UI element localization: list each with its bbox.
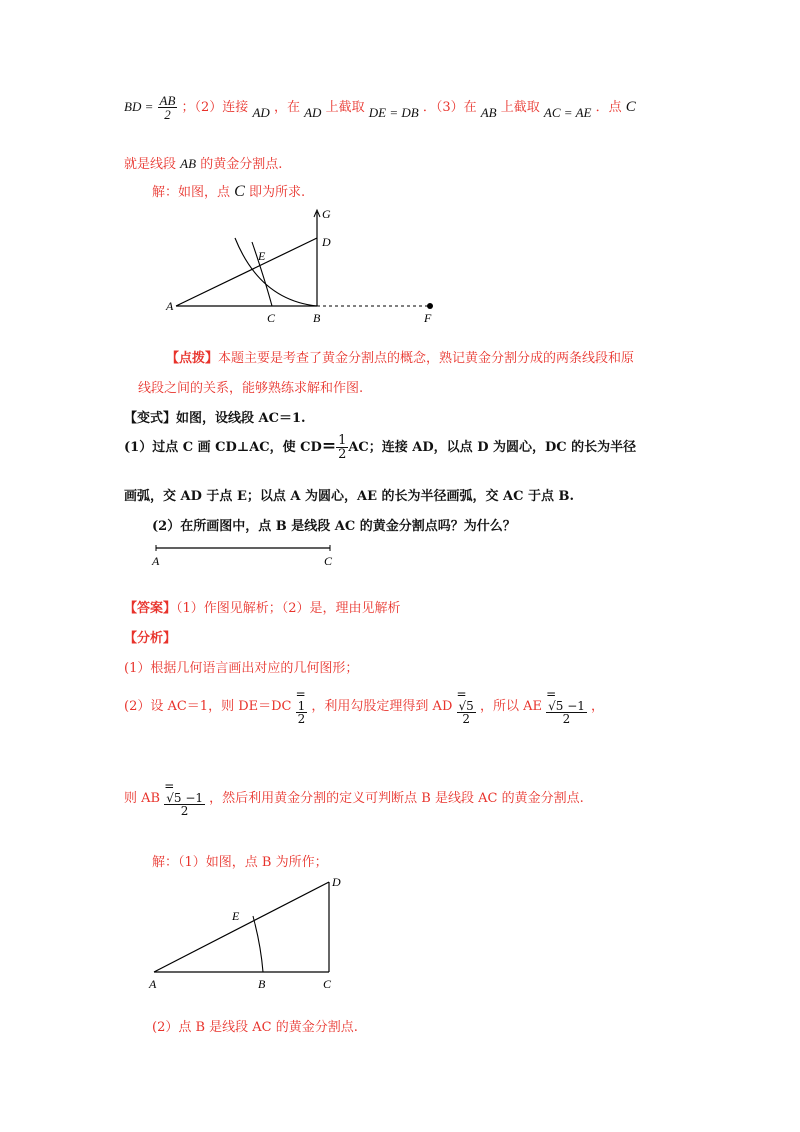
analysis-text: (2）设 AC＝1，则 DE＝DC: [124, 699, 292, 714]
text-zai: ，在: [273, 100, 300, 115]
equals-sign: =: [546, 687, 557, 701]
fraction-denominator: 2: [338, 447, 347, 462]
label-e: E: [232, 909, 240, 923]
solution-2: 解：（1）如图，点 B 为所作；: [152, 855, 328, 870]
solution-text: 即为所求.: [248, 185, 306, 200]
fraction-denominator: 2: [562, 712, 571, 726]
step-2-text: ；（2）连接: [181, 100, 249, 115]
fraction-denominator: 2: [462, 712, 470, 726]
figure-3: [140, 868, 360, 998]
answer-tag: 【答案】: [124, 601, 177, 616]
analysis-text: ，利用勾股定理得到 AD: [311, 699, 453, 714]
c-symbol: C: [234, 183, 245, 200]
step-3-text: ．（3）在: [422, 100, 477, 115]
one-half-fraction: [296, 688, 308, 725]
one-half-fraction: [336, 434, 348, 461]
text-jiequ: 上截取: [500, 100, 540, 115]
analysis-text: ，: [591, 699, 605, 714]
variant-title: 【变式】如图，设线段 AC＝1.: [124, 411, 306, 426]
figure-1: [160, 200, 460, 330]
figure-2: [148, 540, 348, 570]
analysis-tag: 【分析】: [124, 631, 177, 646]
sqrt5-minus-1-over-2-fraction: [546, 688, 587, 725]
ad-symbol: AD: [304, 105, 322, 120]
fraction-numerator: AB: [159, 93, 176, 108]
fraction-numerator: √5 −1: [166, 791, 204, 805]
sqrt5-over-2-fraction: [457, 688, 476, 725]
label-b: B: [258, 977, 266, 991]
segment-ad: [154, 882, 329, 972]
dianbo-line-2: 线段之间的关系，能够熟练求解和作图.: [138, 381, 364, 396]
ab-symbol: AB: [180, 156, 197, 171]
line-2: [124, 153, 282, 172]
analysis-p3: [124, 780, 584, 824]
label-a: A: [152, 554, 160, 568]
label-c: C: [324, 554, 333, 568]
label-c: C: [323, 977, 332, 991]
fraction-numerator: 1: [297, 699, 306, 713]
dianbo-text: 本题主要是考查了黄金分割点的概念，熟记黄金分割分成的两条线段和原: [218, 351, 635, 366]
equals-sign: =: [321, 436, 337, 456]
equals-sign: =: [164, 779, 175, 793]
text-dian: ．点: [595, 100, 622, 115]
fraction-numerator: 1: [338, 433, 347, 448]
dianbo-line-1: [166, 347, 634, 366]
label-e: E: [258, 249, 266, 263]
analysis-text: ，所以 AE: [479, 699, 542, 714]
de-equals-db: DE = DB: [368, 105, 419, 120]
q1-text: AC；连接 AD，以点 D 为圆心，DC 的长为半径: [348, 440, 637, 455]
solution-text: 解：如图，点: [152, 185, 231, 200]
answer-text: （1）作图见解析；（2）是，理由见解析: [176, 601, 401, 616]
fraction-denominator: 2: [180, 804, 189, 818]
label-g: G: [322, 207, 331, 221]
fraction-denominator: 2: [164, 107, 171, 122]
answer-line: [124, 597, 401, 616]
ad-symbol: AD: [252, 105, 270, 120]
text-golden-point: 的黄金分割点.: [200, 157, 283, 172]
fraction-denominator: 2: [297, 712, 306, 726]
variant-q1-line-2: 画弧，交 AD 于点 E；以点 A 为圆心，AE 的长为半径画弧，交 AC 于点 B.: [124, 489, 575, 504]
q1-text: (1）过点 C 画 CD⊥AC，使 CD: [124, 440, 322, 455]
ab-symbol: AB: [480, 105, 497, 120]
segment-ad: [176, 238, 317, 306]
variant-q2: (2）在所画图中，点 B 是线段 AC 的黄金分割点吗？为什么？: [152, 519, 516, 534]
equals-sign: =: [295, 687, 306, 701]
analysis-text: ，然后利用黄金分割的定义可判断点 B 是线段 AC 的黄金分割点.: [209, 791, 584, 806]
label-a: A: [166, 299, 174, 313]
equals-sign: =: [456, 687, 467, 701]
analysis-p2: [124, 688, 604, 732]
label-a: A: [149, 977, 157, 991]
fraction-numerator: √5 −1: [548, 699, 585, 713]
fraction-numerator: √5: [458, 699, 474, 713]
sqrt5-minus-1-over-2-fraction: [164, 780, 205, 817]
variant-q1-line-1: [124, 434, 636, 472]
text-segment: 就是线段: [124, 157, 177, 172]
label-b: B: [313, 311, 321, 325]
solution-1: [152, 181, 305, 201]
label-d: D: [332, 875, 341, 889]
c-symbol: C: [625, 99, 636, 115]
arc-a: [255, 924, 263, 972]
analysis-p1: (1）根据几何语言画出对应的几何图形；: [124, 661, 359, 676]
label-f: F: [424, 311, 432, 325]
conclusion: (2）点 B 是线段 AC 的黄金分割点.: [152, 1020, 358, 1035]
line-1: [124, 94, 636, 134]
dianbo-tag: 【点拨】: [166, 351, 219, 366]
label-c: C: [267, 311, 276, 325]
text-jiequ: 上截取: [325, 100, 365, 115]
ab-over-2-fraction: [158, 94, 178, 121]
bd-expression: BD =: [124, 99, 154, 114]
point-f: [427, 303, 433, 309]
label-d: D: [322, 235, 331, 249]
ac-equals-ae: AC = AE: [543, 105, 592, 120]
analysis-text: 则 AB: [124, 791, 161, 806]
